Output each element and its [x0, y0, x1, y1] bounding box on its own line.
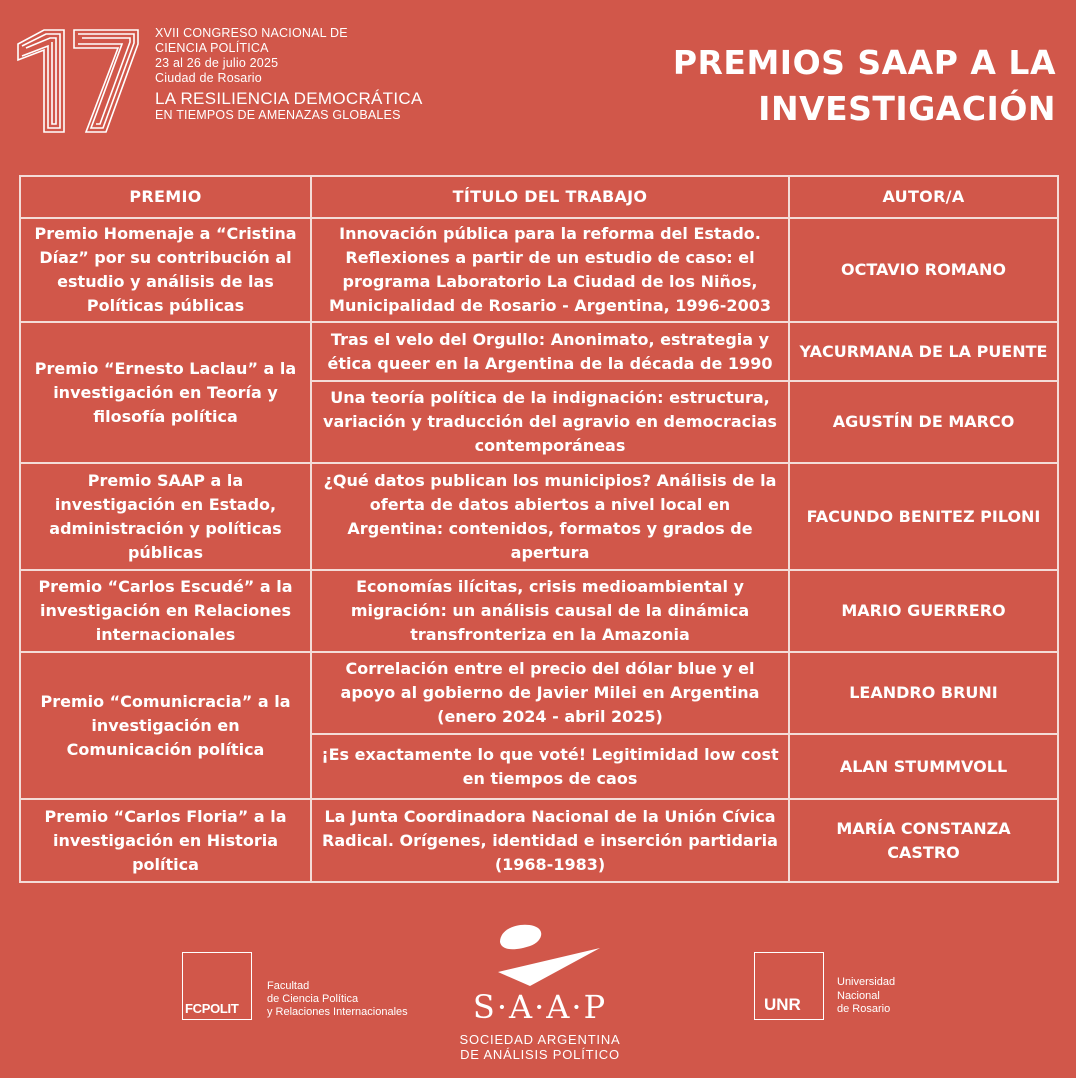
table-header-row	[20, 176, 1058, 218]
fcpolit-name	[267, 980, 437, 1019]
fcpolit-name-line1: Facultad	[267, 980, 310, 992]
unr-name-line3: de Rosario	[837, 1003, 891, 1015]
table-row	[20, 652, 1058, 734]
author-name: OCTAVIO ROMANO	[789, 218, 1058, 322]
congress-17-logo	[14, 26, 142, 136]
congress-theme-line1: LA RESILIENCIA DEMOCRÁTICA	[155, 89, 423, 108]
award-name: Premio SAAP a la investigación en Estado, administración y políticas públicas	[20, 463, 311, 570]
table-row	[20, 799, 1058, 882]
unr-name-line2: Nacional	[837, 989, 880, 1002]
work-title: Innovación pública para la reforma del Estado. Reflexiones a partir de un estudio de caso: el programa Laboratorio La Ciudad de los Niños, Municipalidad de Rosario - Argentina, 1996-2003	[311, 218, 789, 322]
page-title-line1: PREMIOS SAAP A LA	[672, 43, 1056, 82]
award-name: Premio “Carlos Escudé” a la investigación en Relaciones internacionales	[20, 570, 311, 652]
fcpolit-name-line3: y Relaciones Internacionales	[267, 1006, 408, 1018]
unr-logo-box	[754, 952, 824, 1020]
page-title	[636, 40, 1056, 132]
unr-logo-text: UNR	[764, 995, 801, 1014]
award-name: Premio Homenaje a “Cristina Díaz” por su contribución al estudio y análisis de las Políticas públicas	[20, 218, 311, 322]
saap-logo	[450, 920, 630, 1070]
unr-logo	[754, 952, 954, 1022]
work-title: ¿Qué datos publican los municipios? Análisis de la oferta de datos abiertos a nivel local en Argentina: contenidos, formatos y grados de apertura	[311, 463, 789, 570]
unr-name-line1: Universidad	[837, 976, 896, 988]
congress-line1: XVII CONGRESO NACIONAL DE	[155, 26, 348, 40]
author-name: YACURMANA DE LA PUENTE	[789, 322, 1058, 381]
work-title: Economías ilícitas, crisis medioambiental y migración: un análisis causal de la dinámica transfronteriza en la Amazonia	[311, 570, 789, 652]
author-name: MARIO GUERRERO	[789, 570, 1058, 652]
author-name: MARÍA CONSTANZA CASTRO	[789, 799, 1058, 882]
table-row	[20, 322, 1058, 381]
saap-fullname-line2: DE ANÁLISIS POLÍTICO	[460, 1047, 620, 1062]
saap-emblem-icon	[490, 920, 610, 990]
column-header-autor: AUTOR/A	[789, 176, 1058, 218]
author-name: ALAN STUMMVOLL	[789, 734, 1058, 799]
awards-table	[19, 175, 1059, 883]
table-row	[20, 218, 1058, 322]
award-name: Premio “Ernesto Laclau” a la investigación en Teoría y filosofía política	[20, 322, 311, 463]
fcpolit-name-line2: de Ciencia Política	[267, 993, 359, 1005]
award-name: Premio “Comunicracia” a la investigación en Comunicación política	[20, 652, 311, 799]
work-title: Correlación entre el precio del dólar blue y el apoyo al gobierno de Javier Milei en Argentina (enero 2024 - abril 2025)	[311, 652, 789, 734]
page-title-line2: INVESTIGACIÓN	[758, 89, 1056, 128]
saap-name: S·A·A·P	[472, 988, 608, 1026]
congress-line2: CIENCIA POLÍTICA	[155, 41, 269, 55]
author-name: LEANDRO BRUNI	[789, 652, 1058, 734]
author-name: AGUSTÍN DE MARCO	[789, 381, 1058, 463]
unr-name	[837, 976, 947, 1017]
fcpolit-logo-text: FCPOLIT	[185, 1001, 239, 1016]
work-title: Una teoría política de la indignación: estructura, variación y traducción del agravio en democracias contemporáneas	[311, 381, 789, 463]
fcpolit-logo-box	[182, 952, 252, 1020]
fcpolit-logo	[182, 952, 422, 1022]
award-name: Premio “Carlos Floria” a la investigación en Historia política	[20, 799, 311, 882]
column-header-premio: PREMIO	[20, 176, 311, 218]
work-title: La Junta Coordinadora Nacional de la Unión Cívica Radical. Orígenes, identidad e inserción partidaria (1968-1983)	[311, 799, 789, 882]
author-name: FACUNDO BENITEZ PILONI	[789, 463, 1058, 570]
number-17-graphic	[14, 26, 142, 136]
congress-dates: 23 al 26 de julio 2025	[155, 56, 279, 70]
congress-info	[155, 26, 435, 122]
table-row	[20, 463, 1058, 570]
saap-fullname	[450, 1032, 630, 1062]
column-header-titulo: TÍTULO DEL TRABAJO	[311, 176, 789, 218]
table-row	[20, 570, 1058, 652]
work-title: ¡Es exactamente lo que voté! Legitimidad low cost en tiempos de caos	[311, 734, 789, 799]
work-title: Tras el velo del Orgullo: Anonimato, estrategia y ética queer en la Argentina de la década de 1990	[311, 322, 789, 381]
congress-theme-line2: EN TIEMPOS DE AMENAZAS GLOBALES	[155, 108, 401, 122]
congress-city: Ciudad de Rosario	[155, 71, 262, 85]
saap-fullname-line1: SOCIEDAD ARGENTINA	[459, 1032, 621, 1047]
